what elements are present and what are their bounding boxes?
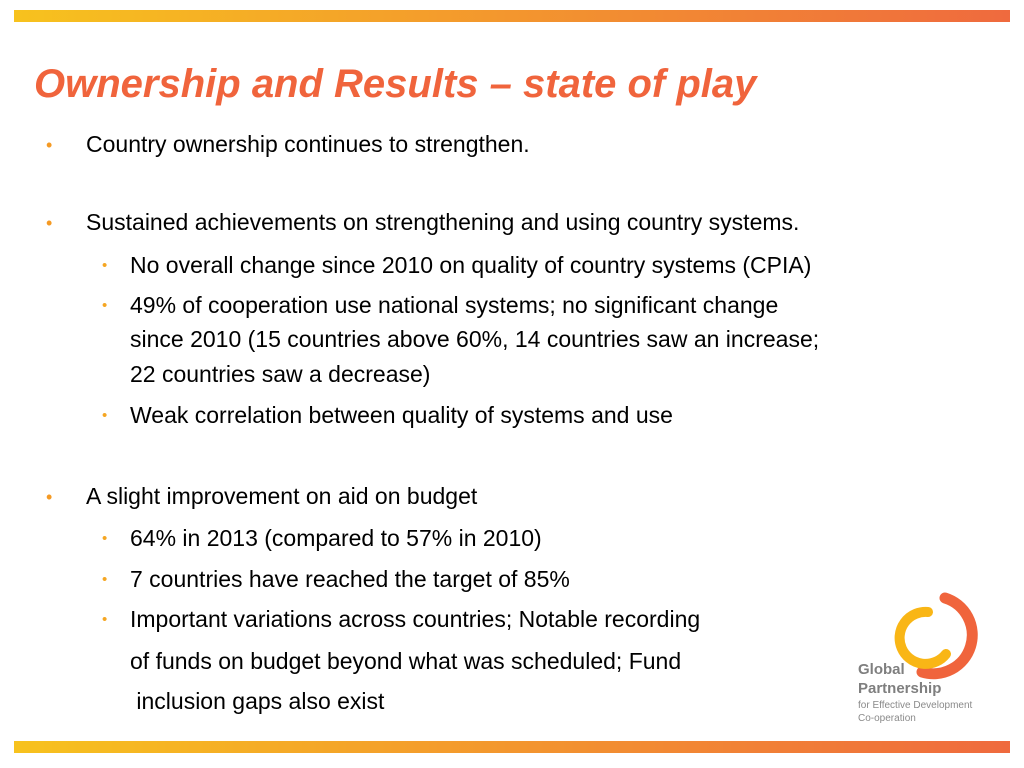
bullet-marker: •: [46, 487, 53, 507]
sub-bullet-text-cont: of funds on budget beyond what was scheduled; Fund: [130, 648, 682, 674]
sub-bullet-text: Weak correlation between quality of systems and use: [130, 402, 673, 428]
bullet-text: A slight improvement on aid on budget: [86, 483, 478, 509]
sub-bullet-text-cont: 22 countries saw a decrease): [130, 361, 431, 387]
sub-bullet-text-cont: since 2010 (15 countries above 60%, 14 countries saw an increase;: [130, 326, 820, 352]
sub-bullet-text: 7 countries have reached the target of 85%: [130, 566, 570, 592]
sub-bullet-marker: •: [102, 407, 108, 424]
sub-bullet-text: 64% in 2013 (compared to 57% in 2010): [130, 525, 542, 551]
logo-tagline-line1: for Effective Development: [858, 700, 973, 711]
slide-title: Ownership and Results – state of play: [34, 62, 757, 106]
sub-bullet-marker: •: [102, 530, 108, 547]
bullet-marker: •: [46, 135, 53, 155]
bullet-text: Sustained achievements on strengthening and using country systems.: [86, 209, 800, 235]
sub-bullet-marker: •: [102, 611, 108, 628]
sub-bullet-marker: •: [102, 257, 108, 274]
sub-bullet-text-cont: inclusion gaps also exist: [130, 688, 385, 714]
sub-bullet-text: No overall change since 2010 on quality of country systems (CPIA): [130, 252, 812, 278]
logo-name-line2: Partnership: [858, 680, 942, 697]
sub-bullet-marker: •: [102, 297, 108, 314]
sub-bullet-text: 49% of cooperation use national systems; no significant change: [130, 292, 779, 318]
logo-name-line1: Global: [858, 661, 905, 678]
bullet-marker: •: [46, 213, 53, 233]
sub-bullet-text: Important variations across countries; Notable recording: [130, 606, 701, 632]
bottom-gradient-bar: [14, 741, 1010, 753]
logo-tagline-line2: Co-operation: [858, 713, 916, 724]
sub-bullet-marker: •: [102, 571, 108, 588]
bullet-text: Country ownership continues to strengthen.: [86, 131, 530, 157]
